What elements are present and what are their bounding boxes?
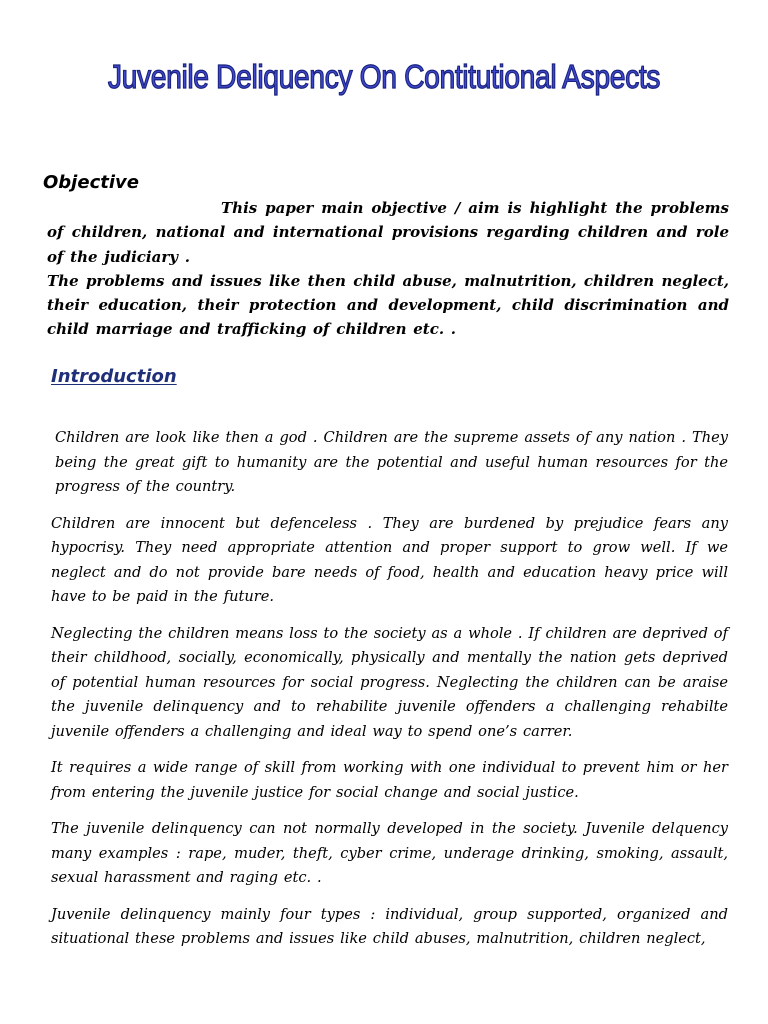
introduction-section bbox=[51, 426, 728, 964]
objective-heading: Objective bbox=[43, 172, 139, 193]
introduction-paragraph: Children are look like then a god . Children are the supreme assets of any nation . They being the great gift to humanity are the potential and useful human resources for the progress of the country. bbox=[55, 429, 728, 495]
objective-paragraph: The problems and issues like then child abuse, malnutrition, children neglect, their education, their protection and development, child discrimination and child marriage and trafficking of children etc. . bbox=[47, 271, 729, 339]
introduction-paragraph: Juvenile delinquency mainly four types : individual, group supported, organized and situational these problems and issues like child abuses, malnutrition, children neglect, bbox=[51, 905, 728, 947]
introduction-paragraph: Neglecting the children means loss to the society as a whole . If children are deprived of their childhood, socially, economically, physically and mentally the nation gets deprived of potential human resources for social progress. Neglecting the children can be araise the juvenile delinquency and to rehabilite juvenile offenders a challenging rehabilte juvenile offenders a challenging and ideal way to spend one’s carrer. bbox=[51, 624, 728, 740]
objective-paragraph: This paper main objective / aim is highlight the problems of children, national and international provisions regarding children and role of the judiciary . bbox=[47, 199, 729, 266]
document-title: Juvenile Deliquency On Contitutional Aspects bbox=[107, 58, 661, 95]
introduction-paragraph: The juvenile delinquency can not normally developed in the society. Juvenile delquency many examples : rape, muder, theft, cyber crime, underage drinking, smoking, assault, sexual harassment and raging etc. . bbox=[51, 820, 728, 886]
introduction-heading: Introduction bbox=[51, 366, 177, 387]
introduction-paragraph: Children are innocent but defenceless . They are burdened by prejudice fears any hypocrisy. They need appropriate attention and proper support to grow well. If we neglect and do not provide bare needs of food, health and education heavy price will have to be paid in the future. bbox=[51, 514, 728, 605]
objective-section bbox=[47, 196, 729, 342]
introduction-paragraph: It requires a wide range of skill from working with one individual to prevent him or her from entering the juvenile justice for social change and social justice. bbox=[51, 759, 728, 801]
